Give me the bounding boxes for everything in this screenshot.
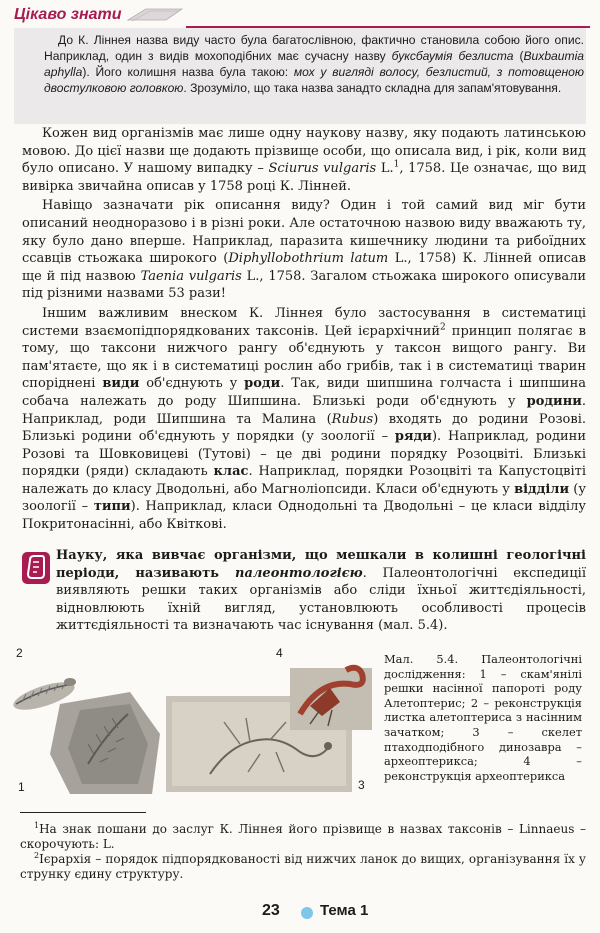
paragraph-naming: Кожен вид організмів має лише одну наукову назву, яку подають латинською мовою. До цієї назви ще додають прізвище особи, що описала вид, і рік, коли вид було описано. У нашому випадку – Sciurus vulgaris L.$^1$, 1758. Це означає, що вид вивірка звичайна описав у 1758 році К. Лінней. [22,126,587,194]
figure-label-3: 3 [358,778,365,792]
figure-label-4: 4 [276,646,283,660]
fossil-stone-image [50,692,160,794]
topic-label: Тема 1 [320,902,369,919]
page-footer [0,900,600,924]
book-tab-icon [126,6,184,24]
paragraph-year: Навіщо зазначати рік описання виду? Один і той самий вид міг бути описаний неодноразово і в різні роки. Але остаточною назвою виду вважають ту, яку було дано вперше. Наприклад, паразита кишечнику людини та рибоїдних ссавців стьожака широкого (Diphyllobothrium latum L., 1758) К. Лінней описав ще й під назвою Taenia vulgaris L., 1758. Загалом стьожака широкого описували під різними назвами 53 рази! [22,198,587,302]
footnote-2: $^2$Ієрархія – порядок підпорядкованості від нижчих ланок до вищих, організування їх у струнку єдину структуру. [20,851,586,881]
main-text [22,125,586,534]
figure-label-1: 1 [18,780,25,794]
section-header [14,4,590,26]
fossil-fern-image [10,644,375,794]
figure-paleontology [10,644,375,794]
definition-paragraph: Науку, яка вивчає організми, що мешкали в колишні геологічні періоди, називають палеонтологією. Палеонтологічні експедиції виявляють решки таких організмів або сліди їхньої життєдіяльності, відновлюють їхній вигляд, установлюють особливості процесів життєдіяльності та визначають час існування (мал. 5.4). [56,548,586,634]
page-number: 23 [262,902,280,919]
footnote-1: $^1$На знак пошани до заслуг К. Ліннея його прізвище в назвах таксонів – Linnaeus – скорочують: L. [20,821,586,851]
figure-label-2: 2 [16,646,23,660]
paragraph-taxa: Іншим важливим внеском К. Ліннея було застосування в систематиці системи взаємопідпорядкованих таксонів. Цей ієрархічний$^2$ принцип полягає в тому, що таксони нижчого рангу об'єднують у таксон вищого рангу. Ви пам'ятаєте, що як і в систематиці рослин або грибів, так і в систематиці тварин споріднені види об'єднують у роди. Так, види шипшина голчаста і шипшина собача належать до роду Шипшина. Близькі роди об'єднують у родини. Наприклад, роди Шипшина та Малина (Rubus) входять до родини Розові. Близькі родини об'єднують у порядки (у зоології – ряди). Наприклад, родини Розові та Шовковицеві (Тутові) – це дві родини порядку Розоцвіті. Близькі порядки (ряди) складають клас. Наприклад, порядки Розоцвіті та Капустоцвіті належать до класу Дводольні, або Магноліопсиди. Класи об'єднують у відділи (у зоології – типи). Наприклад, класи Однодольні та Дводольні – це класи відділу Покритонасінні, або Квіткові. [22,305,586,533]
definition-icon [22,552,50,584]
circle-icon [301,907,313,919]
figure-caption: Мал. 5.4. Палеонтологічні дослідження: 1 – скам'янілі решки насінної папороті роду Алетоптерис; 2 – реконструкція листка алетоптериса з насінним зачатком; 3 – скелет птаходподібного динозавра – археоптерикса; 4 – реконструкція археоптерикса [384,652,582,783]
info-box-text: До К. Ліннея назва виду часто була багатослівною, фактично становила собою його опис. Наприклад, один з видів мохоподібних має сучасну назву буксбаумія безлиста (Buxbaumia aphylla). Його колишня назва була такою: мох у вигляді волосу, безлистий, з потовщеною двостулковою головкою. Зрозуміло, що така назва занадто складна для запам'ятовування. [44,33,584,96]
archaeopteryx-reconstruction-image [290,668,372,730]
footnote-rule [20,812,146,813]
section-title: Цікаво знати [14,6,122,23]
